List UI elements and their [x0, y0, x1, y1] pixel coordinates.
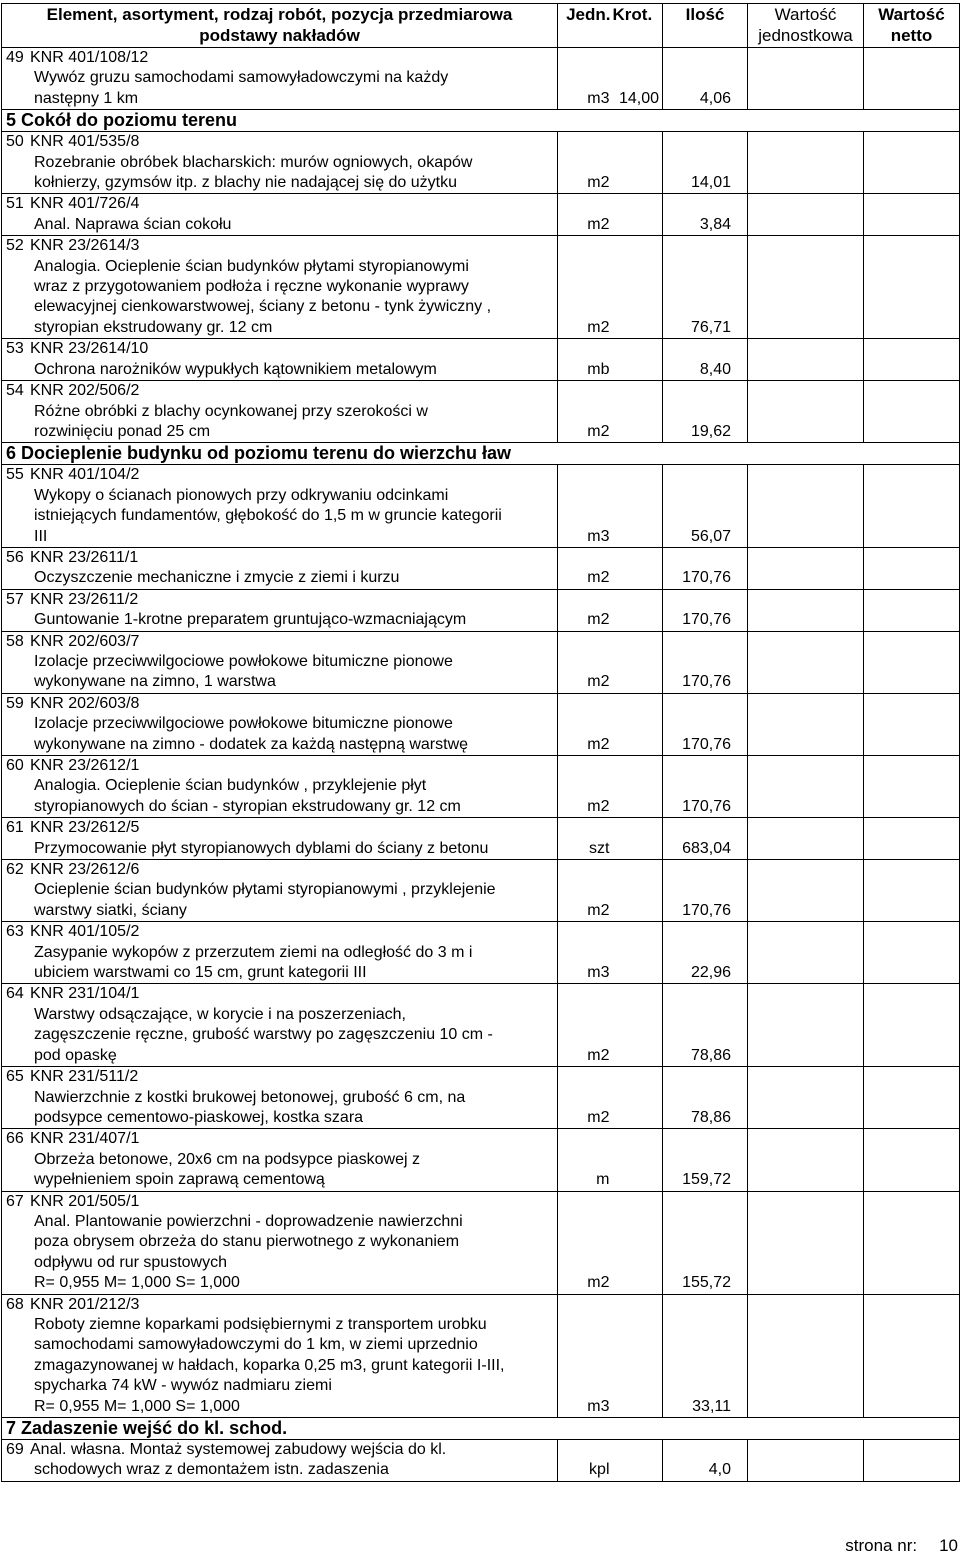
item-description — [2, 860, 558, 922]
page-label: strona nr: — [845, 1536, 918, 1555]
item-number: 59 — [6, 694, 24, 712]
item-description — [2, 48, 558, 110]
item-net-value — [864, 922, 960, 984]
item-description-line: Nawierzchnie z kostki brukowej betonowej, grubość 6 cm, na — [34, 1088, 466, 1106]
item-description-line: istniejących fundamentów, głębokość do 1,5 m w gruncie kategorii — [34, 507, 502, 525]
item-krot — [613, 984, 663, 1067]
item-unit: m2 — [558, 194, 613, 236]
item-description — [2, 693, 558, 755]
section-title: 6 Docieplenie budynku od poziomu terenu do wierzchu ław — [2, 443, 960, 465]
item-row — [2, 631, 960, 693]
item-unit-price — [748, 194, 864, 236]
item-description-line: R= 0,955 M= 1,000 S= 1,000 — [34, 1397, 240, 1415]
item-description — [2, 194, 558, 236]
item-description-line: Roboty ziemne koparkami podsiębiernymi z transportem urobku — [34, 1315, 487, 1333]
item-row — [2, 132, 960, 194]
item-description-line: Warstwy odsączające, w korycie i na poszerzeniach, — [34, 1005, 406, 1023]
item-description-line: Anal. Plantowanie powierzchni - doprowadzenie nawierzchni — [34, 1212, 463, 1230]
item-description-line: elewacyjnej cienkowarstwowej, ściany z betonu - tynk żywiczny , — [34, 298, 492, 316]
item-description — [2, 1294, 558, 1417]
item-unit: m2 — [558, 381, 613, 443]
item-description-line: styropianowych do ścian - styropian ekstrudowany gr. 12 cm — [34, 797, 461, 815]
item-description-line: wraz z przygotowaniem podłoża i ręczne wykonanie wyprawy — [34, 278, 469, 296]
page-number: 10 — [939, 1536, 958, 1555]
section-row — [2, 443, 960, 465]
item-description-line: Wykopy o ścianach pionowych przy odkrywaniu odcinkami — [34, 486, 449, 504]
item-row — [2, 1129, 960, 1191]
item-unit: m2 — [558, 589, 613, 631]
item-unit: m3 — [558, 48, 613, 110]
item-number: 55 — [6, 466, 24, 484]
item-unit-price — [748, 860, 864, 922]
item-quantity: 76,71 — [663, 236, 748, 339]
item-unit-price — [748, 339, 864, 381]
item-krot: 14,00 — [613, 48, 663, 110]
item-description-line: Różne obróbki z blachy ocynkowanej przy szerokości w — [34, 402, 428, 420]
item-description-line: schodowych wraz z demontażem istn. zadaszenia — [34, 1461, 389, 1479]
item-description-line: pod opaskę — [34, 1046, 117, 1064]
item-row — [2, 547, 960, 589]
item-code: KNR 231/407/1 — [30, 1130, 140, 1148]
item-unit-price — [748, 631, 864, 693]
item-net-value — [864, 1129, 960, 1191]
item-unit: kpl — [558, 1440, 613, 1482]
item-quantity: 170,76 — [663, 589, 748, 631]
item-description-line: III — [34, 527, 48, 545]
item-krot — [613, 756, 663, 818]
item-unit-price — [748, 693, 864, 755]
item-description-line: Analogia. Ocieplenie ścian budynków , przyklejenie płyt — [34, 777, 427, 795]
item-row — [2, 860, 960, 922]
item-unit-price — [748, 381, 864, 443]
item-net-value — [864, 48, 960, 110]
item-unit-price — [748, 922, 864, 984]
item-description-line: Obrzeża betonowe, 20x6 cm na podsypce piaskowej z — [34, 1150, 420, 1168]
item-description-line: zagęszczenie ręczne, grubość warstwy po zagęszczeniu 10 cm - — [34, 1026, 493, 1044]
item-description — [2, 922, 558, 984]
item-code: KNR 23/2612/6 — [30, 861, 140, 879]
item-quantity: 19,62 — [663, 381, 748, 443]
item-unit: m2 — [558, 236, 613, 339]
item-description-line: Analogia. Ocieplenie ścian budynków płytami styropianowymi — [34, 257, 469, 275]
item-row — [2, 1191, 960, 1294]
section-title: 5 Cokół do poziomu terenu — [2, 110, 960, 132]
item-row — [2, 194, 960, 236]
header-net-value: Wartość netto — [864, 4, 960, 48]
item-description — [2, 381, 558, 443]
item-number: 51 — [6, 195, 24, 213]
item-net-value — [864, 339, 960, 381]
item-quantity: 22,96 — [663, 922, 748, 984]
item-krot — [613, 1440, 663, 1482]
item-quantity: 78,86 — [663, 1067, 748, 1129]
item-unit: m2 — [558, 1067, 613, 1129]
item-net-value — [864, 1440, 960, 1482]
item-unit-price — [748, 818, 864, 860]
item-unit-price — [748, 465, 864, 548]
item-description — [2, 132, 558, 194]
item-code: KNR 401/105/2 — [30, 923, 140, 941]
item-row — [2, 693, 960, 755]
section-title: 7 Zadaszenie wejść do kl. schod. — [2, 1418, 960, 1440]
item-krot — [613, 1067, 663, 1129]
item-net-value — [864, 381, 960, 443]
item-code: KNR 401/726/4 — [30, 195, 140, 213]
item-unit: m2 — [558, 756, 613, 818]
item-unit: m2 — [558, 1191, 613, 1294]
item-krot — [613, 132, 663, 194]
item-number: 67 — [6, 1192, 24, 1210]
header-unit-price: Wartość jednostkowa — [748, 4, 864, 48]
item-quantity: 170,76 — [663, 631, 748, 693]
item-krot — [613, 194, 663, 236]
item-number: 62 — [6, 861, 24, 879]
item-net-value — [864, 860, 960, 922]
header-row — [2, 4, 960, 48]
item-row — [2, 48, 960, 110]
item-description-line: poza obrysem obrzeża do stanu pierwotnego z wykonaniem — [34, 1233, 460, 1251]
item-description-line: styropian ekstrudowany gr. 12 cm — [34, 318, 273, 336]
page-footer — [845, 1536, 958, 1556]
item-row — [2, 1067, 960, 1129]
item-net-value — [864, 756, 960, 818]
item-unit-price — [748, 1067, 864, 1129]
item-unit-price — [748, 236, 864, 339]
item-quantity: 3,84 — [663, 194, 748, 236]
item-unit: mb — [558, 339, 613, 381]
item-unit: m2 — [558, 547, 613, 589]
item-description — [2, 1067, 558, 1129]
item-description — [2, 756, 558, 818]
item-quantity: 170,76 — [663, 547, 748, 589]
item-krot — [613, 1129, 663, 1191]
item-description-line: Ocieplenie ścian budynków płytami styropianowymi , przyklejenie — [34, 881, 496, 899]
item-code: KNR 202/603/7 — [30, 632, 140, 650]
estimate-table — [1, 3, 960, 1482]
item-description — [2, 236, 558, 339]
item-quantity: 8,40 — [663, 339, 748, 381]
item-number: 66 — [6, 1130, 24, 1148]
item-krot — [613, 1294, 663, 1417]
item-code: KNR 23/2614/10 — [30, 340, 149, 358]
item-number: 65 — [6, 1068, 24, 1086]
item-net-value — [864, 1191, 960, 1294]
item-code: KNR 23/2611/1 — [30, 548, 139, 566]
item-quantity: 56,07 — [663, 465, 748, 548]
item-unit: m3 — [558, 465, 613, 548]
item-description-line: warstwy siatki, ściany — [34, 901, 187, 919]
header-qty: Ilość — [663, 4, 748, 48]
item-description-line: wykonywane na zimno - dodatek za każdą następną warstwę — [34, 735, 469, 753]
item-description-line: ubiciem warstwami co 15 cm, grunt kategorii III — [34, 964, 367, 982]
item-description — [2, 631, 558, 693]
item-number: 64 — [6, 985, 24, 1003]
item-unit: m2 — [558, 631, 613, 693]
item-krot — [613, 339, 663, 381]
item-unit: m3 — [558, 922, 613, 984]
item-code: KNR 201/212/3 — [30, 1295, 140, 1313]
item-quantity: 683,04 — [663, 818, 748, 860]
item-description — [2, 339, 558, 381]
header-krot: Krot. — [613, 4, 663, 48]
section-row — [2, 1418, 960, 1440]
item-krot — [613, 1191, 663, 1294]
item-quantity: 155,72 — [663, 1191, 748, 1294]
item-row — [2, 589, 960, 631]
item-description — [2, 1129, 558, 1191]
item-row — [2, 818, 960, 860]
item-description-line: Anal. Naprawa ścian cokołu — [34, 215, 232, 233]
header-description: Element, asortyment, rodzaj robót, pozycja przedmiarowa podstawy nakładów — [2, 4, 558, 48]
item-quantity: 33,11 — [663, 1294, 748, 1417]
item-description-line: zmagazynowanej w hałdach, koparka 0,25 m3, grunt kategorii I-III, — [34, 1356, 505, 1374]
item-unit: m2 — [558, 693, 613, 755]
item-quantity: 4,0 — [663, 1440, 748, 1482]
item-description — [2, 984, 558, 1067]
item-net-value — [864, 984, 960, 1067]
item-net-value — [864, 547, 960, 589]
item-description-line: Rozebranie obróbek blacharskich: murów ogniowych, okapów — [34, 153, 473, 171]
item-code: KNR 401/104/2 — [30, 466, 140, 484]
item-row — [2, 465, 960, 548]
item-quantity: 14,01 — [663, 132, 748, 194]
item-number: 58 — [6, 632, 24, 650]
item-row — [2, 1294, 960, 1417]
item-description-line: rozwinięciu ponad 25 cm — [34, 422, 211, 440]
item-description — [2, 589, 558, 631]
item-code: KNR 202/506/2 — [30, 382, 140, 400]
item-code: KNR 23/2612/5 — [30, 819, 140, 837]
item-quantity: 78,86 — [663, 984, 748, 1067]
item-number: 61 — [6, 819, 24, 837]
item-description — [2, 1440, 558, 1482]
item-krot — [613, 818, 663, 860]
item-description-line: odpływu od rur spustowych — [34, 1253, 227, 1271]
item-description — [2, 547, 558, 589]
item-description — [2, 1191, 558, 1294]
item-description-line: kołnierzy, gzymsów itp. z blachy nie nadającej się do użytku — [34, 174, 458, 192]
item-unit: m — [558, 1129, 613, 1191]
item-description-line: wypełnieniem spoin zaprawą cementową — [34, 1171, 325, 1189]
section-row — [2, 110, 960, 132]
item-quantity: 159,72 — [663, 1129, 748, 1191]
item-unit-price — [748, 132, 864, 194]
item-unit-price — [748, 1129, 864, 1191]
item-row — [2, 236, 960, 339]
item-code: KNR 401/535/8 — [30, 133, 140, 151]
item-description-line: Przymocowanie płyt styropianowych dyblami do ściany z betonu — [34, 839, 489, 857]
item-description-line: Wywóz gruzu samochodami samowyładowczymi na każdy — [34, 69, 449, 87]
item-krot — [613, 631, 663, 693]
item-unit-price — [748, 984, 864, 1067]
item-net-value — [864, 693, 960, 755]
item-unit-price — [748, 756, 864, 818]
item-krot — [613, 547, 663, 589]
item-unit: m2 — [558, 984, 613, 1067]
item-description — [2, 818, 558, 860]
item-code: KNR 23/2612/1 — [30, 757, 140, 774]
item-row — [2, 756, 960, 818]
item-net-value — [864, 818, 960, 860]
item-description-line: Izolacje przeciwwilgociowe powłokowe bitumiczne pionowe — [34, 715, 453, 733]
item-code: KNR 23/2611/2 — [30, 590, 139, 608]
item-row — [2, 1440, 960, 1482]
item-unit-price — [748, 547, 864, 589]
item-row — [2, 381, 960, 443]
item-code: KNR 401/108/12 — [30, 49, 149, 66]
item-krot — [613, 465, 663, 548]
item-krot — [613, 693, 663, 755]
item-code: KNR 202/603/8 — [30, 694, 140, 712]
item-net-value — [864, 465, 960, 548]
item-net-value — [864, 589, 960, 631]
item-description-line: Guntowanie 1-krotne preparatem gruntująco-wzmacniającym — [34, 611, 467, 629]
item-code: KNR 231/511/2 — [30, 1068, 139, 1086]
item-description-line: R= 0,955 M= 1,000 S= 1,000 — [34, 1274, 240, 1292]
item-number: 68 — [6, 1295, 24, 1313]
item-description-line: podsypce cementowo-piaskowej, kostka szara — [34, 1108, 364, 1126]
item-description-line: spycharka 74 kW - wywóz nadmiaru ziemi — [34, 1377, 332, 1395]
item-description-line: Oczyszczenie mechaniczne i zmycie z ziemi i kurzu — [34, 569, 400, 587]
item-krot — [613, 922, 663, 984]
item-net-value — [864, 631, 960, 693]
item-net-value — [864, 194, 960, 236]
item-krot — [613, 860, 663, 922]
item-number: 63 — [6, 923, 24, 941]
item-description-line: następny 1 km — [34, 89, 139, 107]
item-number: 56 — [6, 548, 24, 566]
item-number: 50 — [6, 133, 24, 151]
item-net-value — [864, 132, 960, 194]
item-unit: m3 — [558, 1294, 613, 1417]
item-krot — [613, 236, 663, 339]
item-quantity: 170,76 — [663, 693, 748, 755]
item-description-line: Izolacje przeciwwilgociowe powłokowe bitumiczne pionowe — [34, 652, 453, 670]
item-krot — [613, 381, 663, 443]
item-unit: m2 — [558, 860, 613, 922]
item-number: 49 — [6, 49, 24, 66]
item-description — [2, 465, 558, 548]
item-net-value — [864, 1294, 960, 1417]
item-number: 54 — [6, 382, 24, 400]
item-code: KNR 231/104/1 — [30, 985, 140, 1003]
item-unit-price — [748, 1294, 864, 1417]
item-net-value — [864, 236, 960, 339]
item-unit-price — [748, 589, 864, 631]
item-description-line: samochodami samowyładowczymi do 1 km, w ziemi uprzednio — [34, 1336, 478, 1354]
item-code: KNR 201/505/1 — [30, 1192, 140, 1210]
item-unit-price — [748, 1440, 864, 1482]
item-number: 69 — [6, 1441, 24, 1458]
item-krot — [613, 589, 663, 631]
item-quantity: 170,76 — [663, 756, 748, 818]
item-unit-price — [748, 1191, 864, 1294]
item-quantity: 4,06 — [663, 48, 748, 110]
header-unit: Jedn. — [558, 4, 613, 48]
item-code: KNR 23/2614/3 — [30, 237, 140, 255]
item-number: 60 — [6, 757, 24, 774]
item-description-line: Zasypanie wykopów z przerzutem ziemi na odległość do 3 m i — [34, 943, 473, 961]
item-row — [2, 922, 960, 984]
item-net-value — [864, 1067, 960, 1129]
item-number: 57 — [6, 590, 24, 608]
item-code: Anal. własna. Montaż systemowej zabudowy wejścia do kl. — [30, 1441, 447, 1458]
item-quantity: 170,76 — [663, 860, 748, 922]
item-number: 52 — [6, 237, 24, 255]
item-number: 53 — [6, 340, 24, 358]
item-unit: szt — [558, 818, 613, 860]
item-description-line: Ochrona narożników wypukłych kątownikiem metalowym — [34, 360, 437, 378]
item-row — [2, 984, 960, 1067]
item-unit: m2 — [558, 132, 613, 194]
item-unit-price — [748, 48, 864, 110]
item-row — [2, 339, 960, 381]
item-description-line: wykonywane na zimno, 1 warstwa — [34, 673, 276, 691]
